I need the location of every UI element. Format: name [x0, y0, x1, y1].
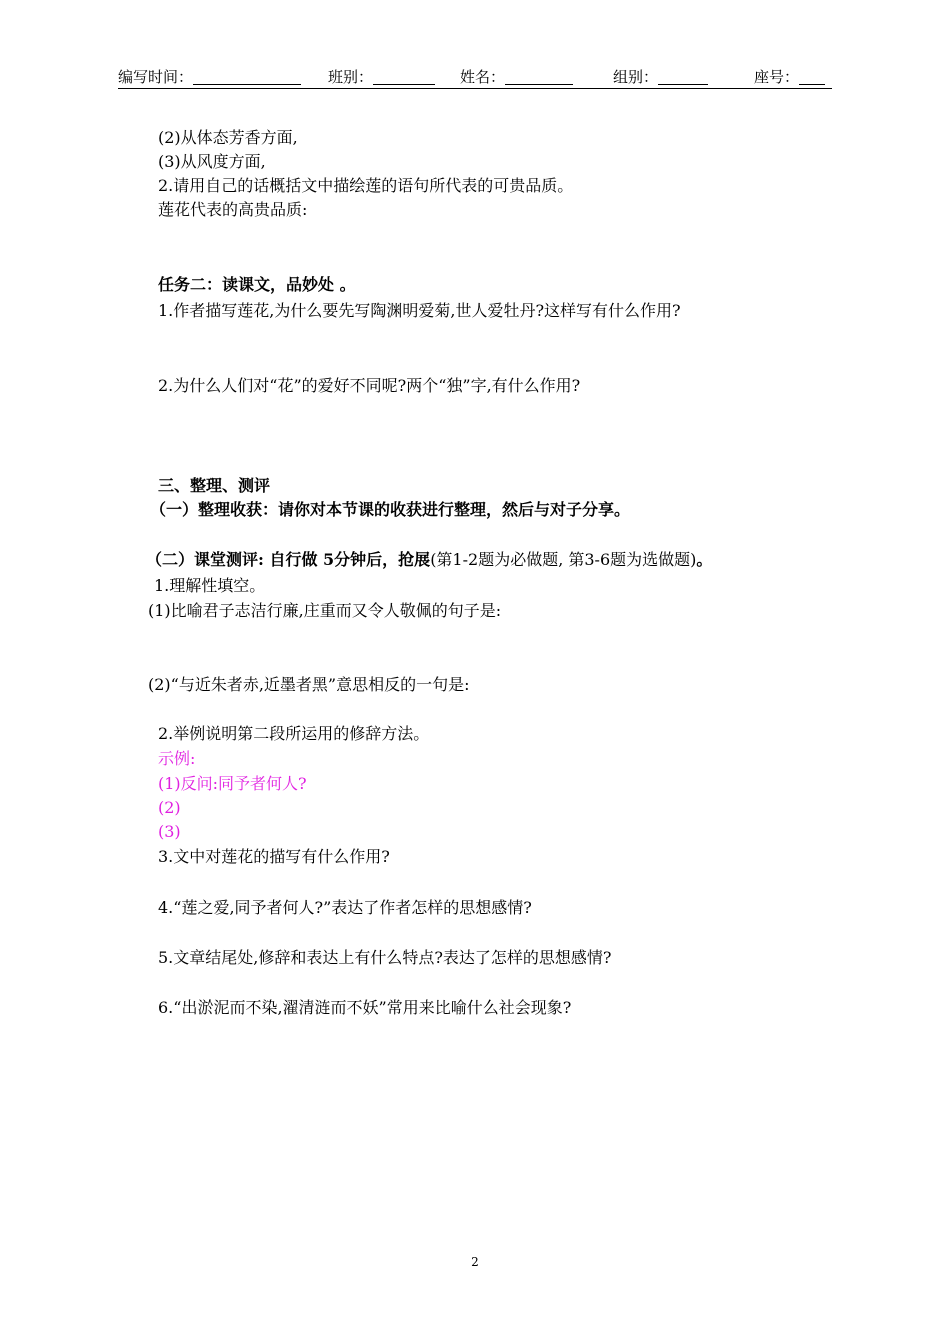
header-time-label: 编写时间：: [118, 68, 194, 86]
example-line: (2): [158, 798, 181, 817]
header-class-field: [328, 66, 435, 88]
part-two-bold-text: （二）课堂测评: 自行做 5分钟后，抢展: [146, 550, 431, 569]
question-line: (1)比喻君子志洁行廉,庄重而又令人敬佩的句子是:: [148, 601, 502, 620]
text-line: (2)从体态芳香方面,: [158, 128, 298, 147]
question-line: 6.“出淤泥而不染,濯清涟而不妖”常用来比喻什么社会现象?: [158, 998, 572, 1017]
text-line: (3)从风度方面,: [158, 152, 266, 171]
header-name-label: 姓名：: [460, 68, 506, 86]
section-three-part-two: [146, 549, 712, 571]
part-two-note: (第1-2题为必做题, 第3-6题为选做题): [430, 550, 697, 569]
question-line: 2.举例说明第二段所运用的修辞方法。: [158, 724, 430, 743]
question-line: (2)“与近朱者赤,近墨者黑”意思相反的一句是:: [148, 675, 470, 694]
page-number: 2: [471, 1255, 479, 1269]
header-seat-label: 座号：: [754, 68, 800, 86]
question-line: 5.文章结尾处,修辞和表达上有什么特点?表达了怎样的思想感情?: [158, 948, 612, 967]
header-group-field: [613, 66, 708, 88]
header-name-field: [460, 66, 573, 88]
header-seat-blank[interactable]: [799, 68, 825, 85]
example-line: (1)反问:同予者何人?: [158, 774, 307, 793]
header-seat-field: [754, 66, 825, 88]
example-line: (3): [158, 822, 181, 841]
question-line: 3.文中对莲花的描写有什么作用?: [158, 847, 390, 866]
section-three-heading: 三、整理、测评: [158, 476, 271, 495]
header-time-blank[interactable]: [193, 68, 301, 85]
text-line: 2.请用自己的话概括文中描绘莲的语句所代表的可贵品质。: [158, 176, 574, 195]
task-two-heading: 任务二：读课文，品妙处 。: [158, 275, 356, 294]
header-class-blank[interactable]: [373, 68, 435, 85]
page-header: [118, 66, 832, 89]
section-three-part-one: （一）整理收获：请你对本节课的收获进行整理，然后与对子分享。: [150, 500, 631, 519]
header-name-blank[interactable]: [505, 68, 573, 85]
header-group-blank[interactable]: [658, 68, 708, 85]
part-two-end: 。: [696, 550, 713, 569]
question-line: 2.为什么人们对“花”的爱好不同呢?两个“独”字,有什么作用?: [158, 376, 581, 395]
question-line: 1.作者描写莲花,为什么要先写陶渊明爱菊,世人爱牡丹?这样写有什么作用?: [158, 301, 681, 320]
example-label: 示例:: [158, 749, 196, 768]
header-group-label: 组别：: [613, 68, 659, 86]
question-line: 4.“莲之爱,同予者何人?”表达了作者怎样的思想感情?: [158, 898, 532, 917]
text-line: 莲花代表的高贵品质:: [158, 200, 308, 219]
header-class-label: 班别：: [328, 68, 374, 86]
question-line: 1.理解性填空。: [154, 576, 266, 595]
header-time-field: [118, 66, 301, 88]
